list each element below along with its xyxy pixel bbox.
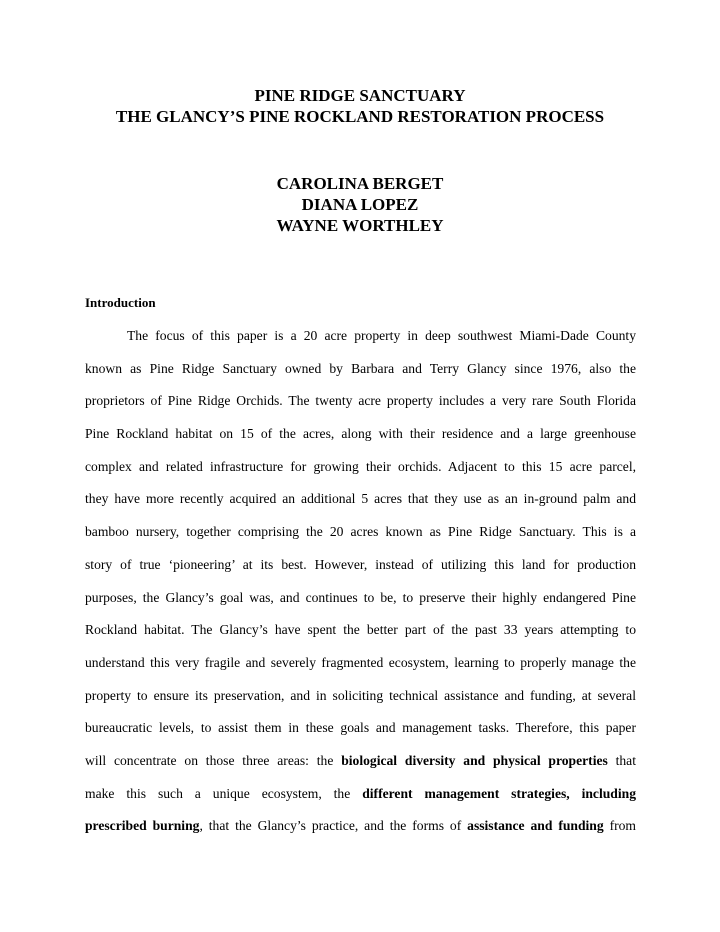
paragraph-line: story of true ‘pioneering’ at its best. However, instead of utilizing this land for production bbox=[85, 556, 636, 572]
body-paragraph bbox=[85, 325, 636, 848]
paragraph-line: purposes, the Glancy’s goal was, and continues to be, to preserve their highly endangered Pine bbox=[85, 589, 636, 605]
author-name: WAYNE WORTHLEY bbox=[276, 216, 444, 235]
title-line-1: PINE RIDGE SANCTUARY bbox=[254, 86, 466, 105]
author-name: DIANA LOPEZ bbox=[301, 195, 419, 214]
document-title bbox=[0, 85, 720, 127]
line-text: make this such a unique ecosystem, the bbox=[85, 785, 363, 801]
line-text: that bbox=[607, 752, 636, 768]
paragraph-line: proprietors of Pine Ridge Orchids. The twenty acre property includes a very rare South Florida bbox=[85, 393, 636, 409]
paragraph-line bbox=[85, 783, 636, 816]
paragraph-line: Rockland habitat. The Glancy’s have spent the better part of the past 33 years attempting to bbox=[85, 622, 636, 638]
line-text: from bbox=[603, 818, 637, 834]
section-heading: Introduction bbox=[85, 295, 156, 310]
emphasis-prescribed-burning: prescribed burning bbox=[85, 818, 200, 834]
emphasis-biological-diversity: biological diversity and physical properties bbox=[341, 752, 608, 768]
paragraph-line: The focus of this paper is a 20 acre property in deep southwest Miami-Dade County bbox=[127, 328, 636, 343]
line-text: will concentrate on those three areas: the bbox=[85, 752, 342, 768]
paragraph-line: complex and related infrastructure for growing their orchids. Adjacent to this 15 acre parcel, bbox=[85, 458, 636, 474]
emphasis-management-strategies: different management strategies, including bbox=[362, 785, 636, 801]
paragraph-line bbox=[85, 815, 636, 848]
author-list bbox=[0, 173, 720, 236]
paragraph-line: property to ensure its preservation, and in soliciting technical assistance and funding, at several bbox=[85, 687, 636, 703]
paragraph-line: known as Pine Ridge Sanctuary owned by Barbara and Terry Glancy since 1976, also the bbox=[85, 360, 636, 376]
paragraph-line: bamboo nursery, together comprising the 20 acres known as Pine Ridge Sanctuary. This is a bbox=[85, 524, 636, 540]
emphasis-assistance-funding: assistance and funding bbox=[467, 818, 604, 834]
paragraph-line: understand this very fragile and severely fragmented ecosystem, learning to properly manage the bbox=[85, 654, 636, 670]
title-line-2: THE GLANCY’S PINE ROCKLAND RESTORATION PROCESS bbox=[115, 107, 605, 126]
paragraph-line bbox=[85, 750, 636, 783]
paragraph-line: they have more recently acquired an additional 5 acres that they use as an in-ground palm and bbox=[85, 491, 636, 507]
line-text: , that the Glancy’s practice, and the forms of bbox=[199, 818, 468, 834]
paragraph-line: Pine Rockland habitat on 15 of the acres, along with their residence and a large greenhouse bbox=[85, 426, 636, 442]
paragraph-line: bureaucratic levels, to assist them in these goals and management tasks. Therefore, this paper bbox=[85, 720, 636, 736]
author-name: CAROLINA BERGET bbox=[276, 174, 444, 193]
